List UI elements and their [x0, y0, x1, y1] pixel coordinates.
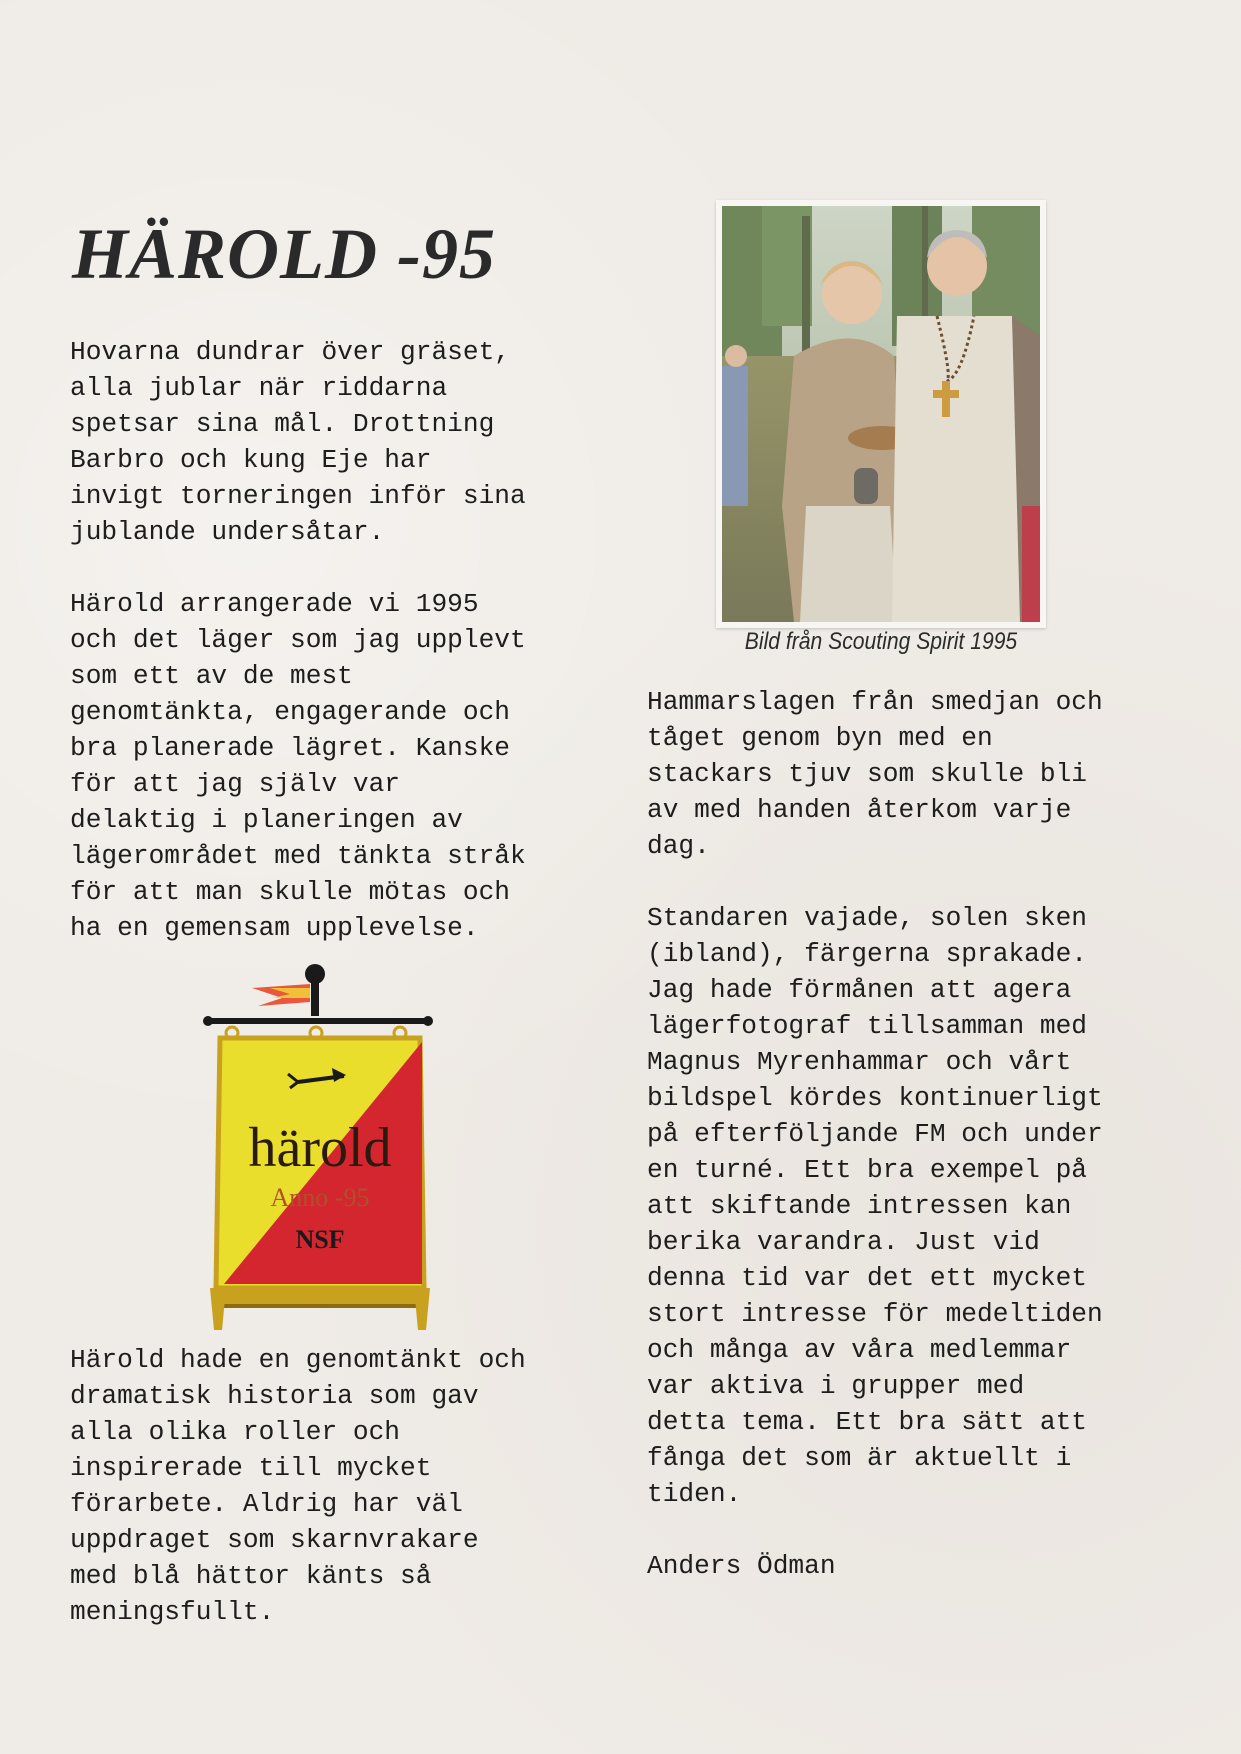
photo-image: [722, 206, 1040, 622]
page-title: HÄROLD -95: [72, 214, 496, 294]
banner-fringe: [210, 1288, 430, 1330]
crossbar-end-right: [423, 1016, 433, 1026]
crossbar: [208, 1018, 428, 1024]
harold-banner: [200, 958, 440, 1338]
pole: [311, 974, 319, 1016]
smithy-paragraph: Hammarslagen från smedjan och tåget genom byn med en stackars tjuv som skulle bli av med handen återkom varje dag.: [647, 687, 1103, 861]
scouting-spirit-photo: [716, 200, 1046, 628]
banner-org: NSF: [295, 1225, 345, 1254]
banner-anno: Anno -95: [270, 1183, 370, 1212]
photo-caption: Bild från Scouting Spirit 1995: [744, 628, 1018, 655]
story-paragraph: Härold hade en genomtänkt och dramatisk historia som gav alla olika roller och inspirerade till mycket förarbete. Aldrig har väl uppdraget som skarnvrakare med blå hättor känts så meningsfullt.: [70, 1345, 526, 1627]
author-signature: Anders Ödman: [647, 1551, 836, 1581]
standard-paragraph: Standaren vajade, solen sken (ibland), färgerna sprakade. Jag hade förmånen att agera lägerfotograf tillsamman med Magnus Myrenhammar och vårt bildspel kördes kontinuerligt på efterföljande FM och under en turné. Ett bra exempel på att skiftande intressen kan berika varandra. Just vid denna tid var det ett mycket stort intresse för medeltiden och många av våra medlemmar var aktiva i grupper med detta tema. Ett bra sätt att fånga det som är aktuellt i tiden.: [647, 903, 1103, 1509]
crossbar-end-left: [203, 1016, 213, 1026]
camp-paragraph: Härold arrangerade vi 1995 och det läger som jag upplevt som ett av de mest genomtänkta, engagerande och bra planerade lägret. Kanske för att jag själv var delaktig i planeringen av lägerområdet med tänkta stråk för att man skulle mötas och ha en gemensam upplevelse.: [70, 589, 526, 943]
intro-paragraph: Hovarna dundrar över gräset, alla jublar när riddarna spetsar sina mål. Drottning Barbro och kung Eje har invigt torneringen inför sina jublande undersåtar.: [70, 337, 526, 547]
banner-title: härold: [248, 1117, 392, 1179]
